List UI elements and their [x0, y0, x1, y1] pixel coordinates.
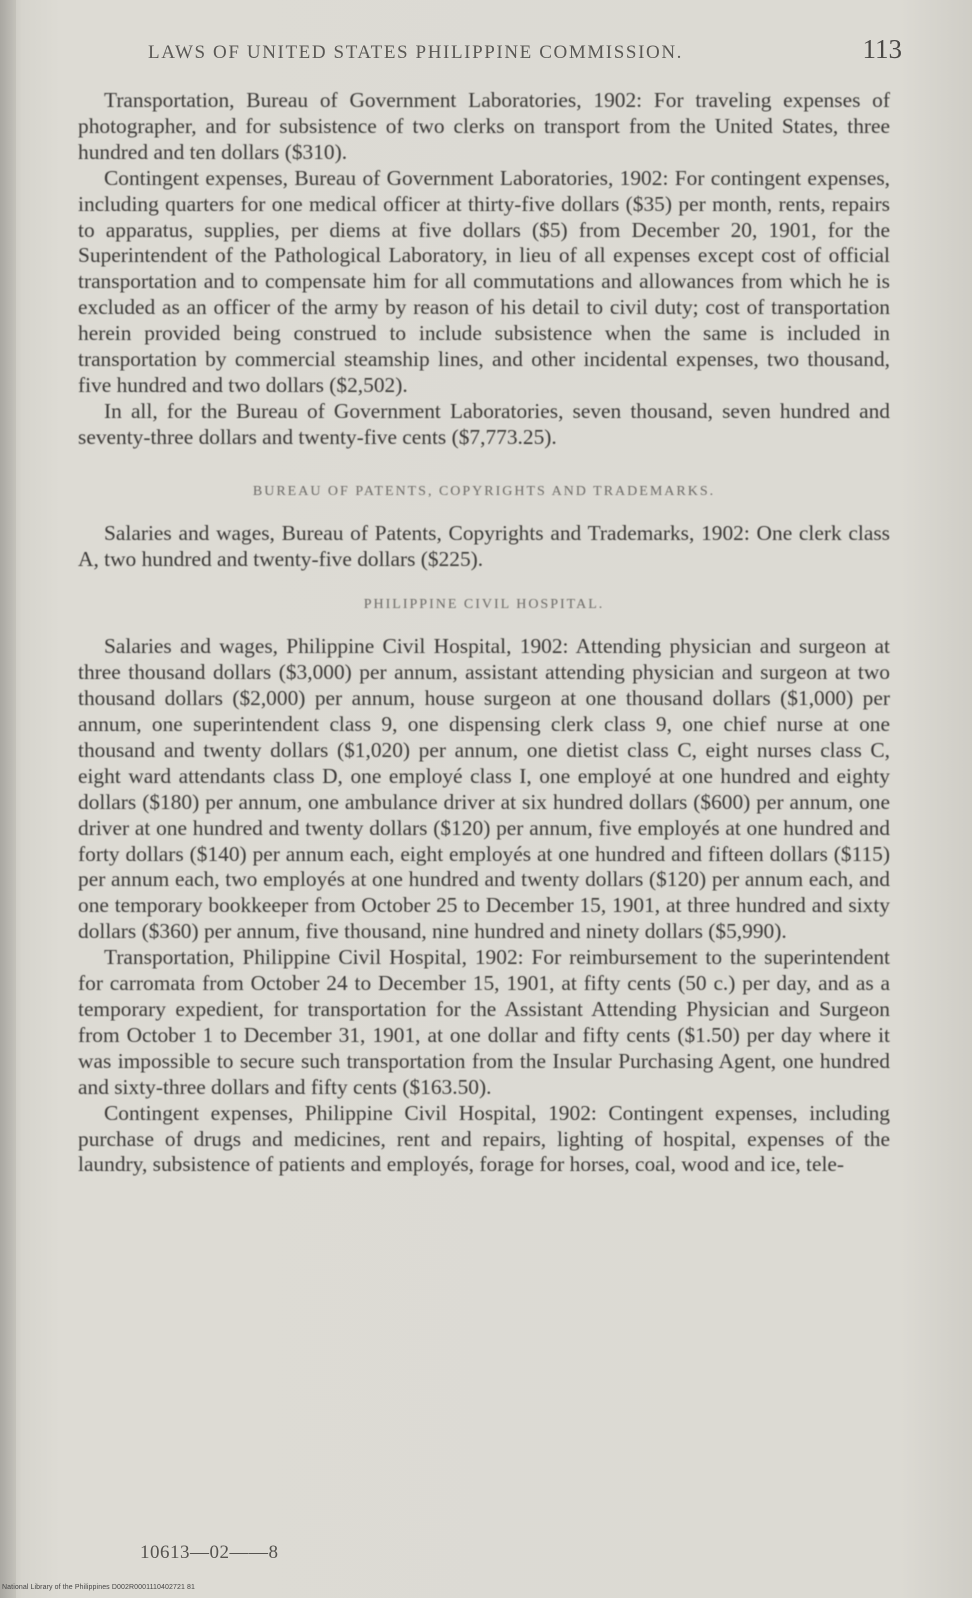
paragraph-salaries-hospital: Salaries and wages, Philippine Civil Hospital, 1902: Attending physician and surgeon at three thousand dollars ($3,000) per annum, assistant attending physician and surgeon at two thousand dollars ($2,000) per annum, house surgeon at one thousand dollars ($1,000) per annum, one superintendent class 9, one dispensing clerk class 9, one chief nurse at one thousand and twenty dollars ($1,020) per annum, one dietist class C, eight nurses class C, eight ward attendants class D, one employé class I, one employé at one hundred and eighty dollars ($180) per annum, one ambulance driver at six hundred dollars ($600) per annum, one driver at one hundred and twenty dollars ($120) per annum, five employés at one hundred and forty dollars ($140) per annum each, eight employés at one hundred and fifteen dollars ($115) per annum each, two employés at one hundred and twenty dollars ($120) per annum each, and one temporary bookkeeper from October 25 to December 15, 1901, at three hundred and sixty dollars ($360) per annum, five thousand, nine hundred and ninety dollars ($5,990).: [78, 634, 890, 944]
page-header: [148, 34, 902, 65]
section-heading-hospital: PHILIPPINE CIVIL HOSPITAL.: [363, 597, 605, 613]
paragraph-transportation-laboratories: Transportation, Bureau of Government Laboratories, 1902: For traveling expenses of photographer, and for subsistence of two clerks on transport from the United States, three hundred and ten dollars ($310).: [78, 88, 890, 164]
paragraph-total-laboratories: In all, for the Bureau of Government Laboratories, seven thousand, seven hundred and seventy-three dollars and twenty-five cents ($7,773.25).: [78, 398, 890, 449]
library-credit: National Library of the Philippines D002R0001110402721 81: [2, 1584, 196, 1591]
page-binding-edge: [0, 0, 16, 1598]
paragraph-contingent-hospital: Contingent expenses, Philippine Civil Hospital, 1902: Contingent expenses, including purchase of drugs and medicines, rent and repairs, lighting of hospital, expenses of the laundry, subsistence of patients and employés, forage for horses, coal, wood and ice, tele-: [78, 1100, 890, 1177]
section-heading-patents: BUREAU OF PATENTS, COPYRIGHTS AND TRADEMARKS.: [252, 483, 716, 499]
paragraph-transportation-hospital: Transportation, Philippine Civil Hospital, 1902: For reimbursement to the superintendent for carromata from October 24 to December 15, 1901, at fifty cents (50 c.) per day, and as a temporary expedient, for transportation for the Assistant Attending Physician and Surgeon from October 1 to December 31, 1901, at one dollar and fifty cents ($1.50) per day where it was impossible to secure such transportation from the Insular Purchasing Agent, one hundred and sixty-three dollars and fifty cents ($163.50).: [78, 945, 890, 1099]
running-title: LAWS OF UNITED STATES PHILIPPINE COMMISSION.: [148, 42, 683, 63]
paragraph-salaries-patents: Salaries and wages, Bureau of Patents, Copyrights and Trademarks, 1902: One clerk class A, two hundred and twenty-five dollars ($225).: [78, 520, 890, 571]
signature-mark: 10613—02——8: [140, 1542, 279, 1563]
paragraph-contingent-laboratories: Contingent expenses, Bureau of Government Laboratories, 1902: For contingent expenses, including quarters for one medical officer at thirty-five dollars ($35) per month, rents, repairs to apparatus, supplies, per diems at five dollars ($5) from December 20, 1901, for the Superintendent of the Pathological Laboratory, in lieu of all expenses except cost of official transportation and to compensate him for all commutations and allowances from which he is excluded as an officer of the army by reason of his detail to civil duty; cost of transportation herein provided being construed to include subsistence when the same is included in transportation by commercial steamship lines, and other incidental expenses, two thousand, five hundred and two dollars ($2,502).: [78, 165, 890, 397]
page-body: [78, 88, 890, 1178]
page-number: 113: [862, 34, 902, 64]
